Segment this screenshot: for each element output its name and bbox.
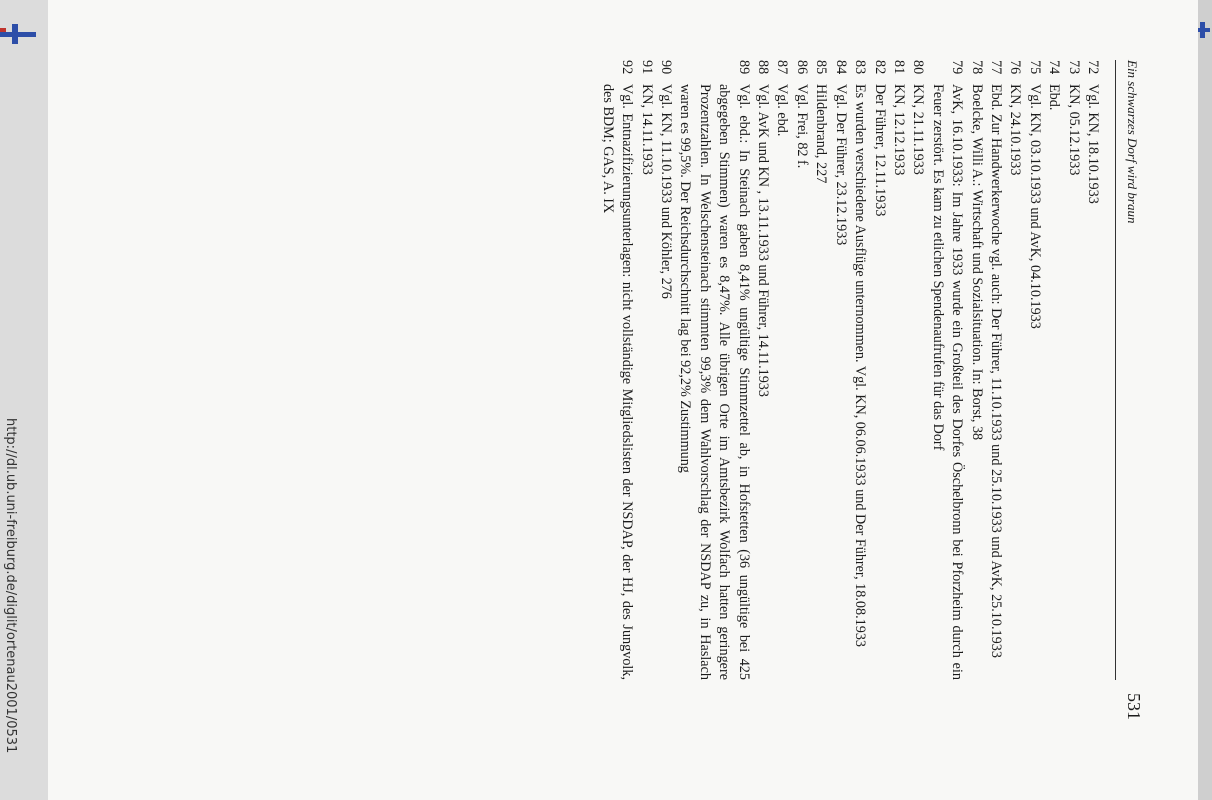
page-number: 531 xyxy=(1124,693,1144,720)
footnote-number: 88 xyxy=(755,60,772,75)
footnote xyxy=(753,60,772,680)
footnote-number: 80 xyxy=(910,60,927,75)
watermark-url: http://dl.ub.uni-freiburg.de/diglit/ortenau2001/0531 xyxy=(3,418,18,754)
footnote xyxy=(1005,60,1024,680)
footnote-list xyxy=(597,60,1102,680)
footnote-text: Vgl. ebd. xyxy=(774,84,791,137)
footnote-number: 73 xyxy=(1065,60,1082,75)
color-calibration-mark-right xyxy=(1198,22,1210,40)
footnote xyxy=(1083,60,1102,680)
footnote-number: 89 xyxy=(735,60,752,75)
footnote xyxy=(986,60,1005,680)
footnote xyxy=(850,60,869,680)
footnote-number: 83 xyxy=(852,60,869,75)
footnote-number: 75 xyxy=(1026,60,1043,75)
footnote-number: 90 xyxy=(658,60,675,75)
footnote-text: Vgl. Frei, 82 f. xyxy=(793,84,810,169)
left-margin-strip xyxy=(0,0,48,800)
footnote-number: 82 xyxy=(871,60,888,75)
footnote xyxy=(1063,60,1082,680)
footnote xyxy=(811,60,830,680)
footnote-number: 72 xyxy=(1085,60,1101,75)
footnote xyxy=(792,60,811,680)
footnote-text: Boelcke, Willi A.: Wirtschaft und Sozialsituation. In: Borst, 38 xyxy=(968,84,985,441)
footnote xyxy=(908,60,927,680)
footnote-number: 78 xyxy=(968,60,985,75)
footnote-text: Vgl. KN, 03.10.1933 und AvK, 04.10.1933 xyxy=(1026,84,1043,329)
footnote-number: 84 xyxy=(832,60,849,75)
footnote-text: KN, 24.10.1933 xyxy=(1007,84,1024,176)
footnote-number: 86 xyxy=(793,60,810,75)
footnote-text: Vgl. ebd.: In Steinach gaben 8,41% ungültige Stimmzettel ab, in Hofstetten (36 ungültige bei 425 abgegeben Stimmen) waren es 8,47%. Alle übrigen Orte im Amtsbezirk Wolfach hatten geringere Prozentzahlen. In Welschensteinach stimmten 99,3% dem Wahlvorschlag der NSDAP zu, in Haslach waren es 99,5%. Der Reichsdurchschnitt lag bei 92,2% Zustimmung xyxy=(677,84,752,680)
footnote xyxy=(675,60,753,680)
page-content xyxy=(520,60,1144,720)
footnote-text: KN, 05.12.1933 xyxy=(1065,84,1082,176)
footnote xyxy=(889,60,908,680)
footnote xyxy=(1044,60,1063,680)
footnote-number: 74 xyxy=(1046,60,1063,75)
footnote-text: Es wurden verschiedene Ausflüge unternommen. Vgl. KN, 06.06.1933 und Der Führer, 18.08.1933 xyxy=(852,84,869,648)
footnote-text: Vgl. Entnazifizierungsunterlagen: nicht vollständige Mitgliedslisten der NSDAP, der HJ, des Jungvolk, des BDM; GAS, A. IX xyxy=(599,84,636,680)
footnote-text: Vgl. AvK und KN , 13.11.1933 und Führer, 14.11.1933 xyxy=(755,84,772,397)
footnote-number: 91 xyxy=(638,60,655,75)
footnote-text: KN, 12.12.1933 xyxy=(890,84,907,176)
footnote-text: KN, 14.11.1933 xyxy=(638,84,655,175)
color-calibration-mark xyxy=(0,24,36,44)
footnote xyxy=(772,60,791,680)
footnote-number: 85 xyxy=(813,60,830,75)
footnote-number: 92 xyxy=(619,60,636,75)
header-rule xyxy=(1115,60,1116,680)
footnote xyxy=(656,60,675,680)
footnote-number: 87 xyxy=(774,60,791,75)
footnote-number: 81 xyxy=(890,60,907,75)
footnote-number: 76 xyxy=(1007,60,1024,75)
right-margin-strip xyxy=(1198,0,1212,800)
footnote-number: 77 xyxy=(987,60,1004,75)
running-head: Ein schwarzes Dorf wird braun xyxy=(1125,60,1140,224)
footnote-text: Ebd. xyxy=(1046,84,1063,111)
footnote xyxy=(869,60,888,680)
footnote-text: AvK, 16.10.1933: Im Jahre 1933 wurde ein Großteil des Dorfes Öschelbronn bei Pforzheim durch ein Feuer zerstört. Es kam zu etlichen Spendenaufrufen für das Dorf xyxy=(929,84,966,680)
footnote-text: Ebd. Zur Handwerkerwoche vgl. auch: Der Führer, 11.10.1933 und 25.10.1933 und AvK, 25.10.1933 xyxy=(987,84,1004,658)
footnote-text: Vgl. KN, 11.10.1933 und Köhler, 276 xyxy=(658,84,675,299)
footnote xyxy=(597,60,636,680)
footnote-number: 79 xyxy=(949,60,966,75)
watermark-text xyxy=(3,418,18,753)
footnote xyxy=(830,60,849,680)
footnote xyxy=(927,60,966,680)
footnote-text: Vgl. Der Führer, 23.12.1933 xyxy=(832,84,849,246)
footnote xyxy=(636,60,655,680)
footnote xyxy=(1024,60,1043,680)
footnote-text: Hildenbrand, 227 xyxy=(813,84,830,184)
footnote-text: KN, 21.11.1933 xyxy=(910,84,927,175)
footnote-text: Vgl. KN, 18.10.1933 xyxy=(1085,84,1101,204)
footnote xyxy=(966,60,985,680)
footnote-text: Der Führer, 12.11.1933 xyxy=(871,84,888,217)
